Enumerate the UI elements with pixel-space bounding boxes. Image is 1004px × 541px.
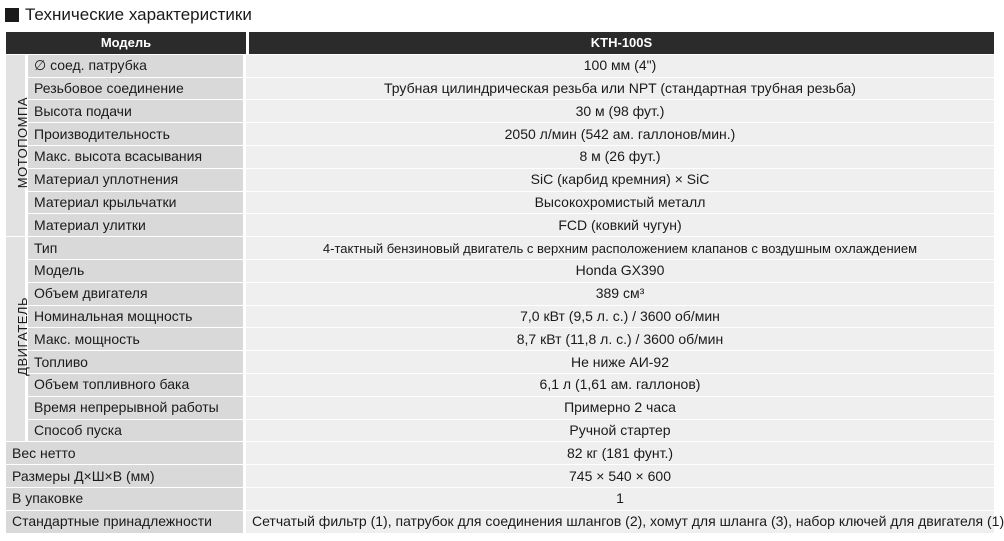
section-title-text: Технические характеристики <box>25 5 252 24</box>
row-value: 100 мм (4") <box>246 55 994 78</box>
row-value: 4-тактный бензиновый двигатель с верхним расположением клапанов с воздушным охлаждением <box>246 237 994 260</box>
row-label: Топливо <box>28 351 246 374</box>
row-value: SiC (карбид кремния) × SiC <box>246 169 994 192</box>
row-value: 82 кг (181 фунт.) <box>246 442 994 465</box>
table-row <box>6 55 994 78</box>
row-label: Макс. мощность <box>28 328 246 351</box>
section-title <box>5 4 252 26</box>
row-label: Материал уплотнения <box>28 169 246 192</box>
row-value: Не ниже АИ-92 <box>246 351 994 374</box>
row-value: Примерно 2 часа <box>246 397 994 420</box>
row-value: 8 м (26 фут.) <box>246 146 994 169</box>
row-label: Тип <box>28 237 246 260</box>
row-label: Объем топливного бака <box>28 374 246 397</box>
table-row <box>6 260 994 283</box>
header-value: KTH-100S <box>246 32 994 55</box>
table-row <box>6 442 994 465</box>
table-row <box>6 465 994 488</box>
row-value: 745 × 540 × 600 <box>246 465 994 488</box>
row-value: Сетчатый фильтр (1), патрубок для соединения шлангов (2), хомут для шланга (3), набор ключей для двигателя (1) <box>246 511 994 534</box>
table-row <box>6 123 994 146</box>
table-row <box>6 237 994 260</box>
table-row <box>6 511 994 534</box>
row-value: 1 <box>246 488 994 511</box>
row-value: Honda GX390 <box>246 260 994 283</box>
table-row <box>6 306 994 329</box>
table-row <box>6 169 994 192</box>
row-label: Макс. высота всасывания <box>28 146 246 169</box>
row-value: 389 см³ <box>246 283 994 306</box>
spec-table <box>6 32 1004 534</box>
pump-group-text: МОТОПОМПА <box>15 96 30 189</box>
row-value: 7,0 кВт (9,5 л. с.) / 3600 об/мин <box>246 306 994 329</box>
row-value: 8,7 кВт (11,8 л. с.) / 3600 об/мин <box>246 328 994 351</box>
table-row <box>6 214 994 237</box>
row-label: Высота подачи <box>28 100 246 123</box>
table-header-row <box>6 32 994 55</box>
row-value: Высокохромистый металл <box>246 192 994 215</box>
row-value: 30 м (98 фут.) <box>246 100 994 123</box>
row-label: ∅ соед. патрубка <box>28 55 246 78</box>
spec-table-body <box>6 55 1004 534</box>
row-label: Вес нетто <box>6 442 246 465</box>
table-row <box>6 328 994 351</box>
row-value: 6,1 л (1,61 ам. галлонов) <box>246 374 994 397</box>
row-value: FCD (ковкий чугун) <box>246 214 994 237</box>
table-row <box>6 100 994 123</box>
header-label: Модель <box>6 32 246 55</box>
table-row <box>6 78 994 101</box>
table-row <box>6 146 994 169</box>
square-bullet-icon <box>5 8 19 22</box>
row-label: Модель <box>28 260 246 283</box>
row-label: Объем двигателя <box>28 283 246 306</box>
table-row <box>6 420 994 443</box>
table-row <box>6 397 994 420</box>
row-label: Номинальная мощность <box>28 306 246 329</box>
engine-group-label <box>6 237 28 442</box>
row-label: Материал крыльчатки <box>28 192 246 215</box>
table-row <box>6 488 994 511</box>
row-label: Резьбовое соединение <box>28 78 246 101</box>
row-label: Способ пуска <box>28 420 246 443</box>
row-label: Материал улитки <box>28 214 246 237</box>
row-label: В упаковке <box>6 488 246 511</box>
pump-group-label <box>6 55 28 237</box>
row-label: Время непрерывной работы <box>28 397 246 420</box>
engine-group-text: ДВИГАТЕЛЬ <box>15 296 30 376</box>
table-row <box>6 283 994 306</box>
table-row <box>6 192 994 215</box>
row-label: Размеры Д×Ш×В (мм) <box>6 465 246 488</box>
row-label: Стандартные принадлежности <box>6 511 246 534</box>
row-label: Производительность <box>28 123 246 146</box>
row-value: 2050 л/мин (542 ам. галлонов/мин.) <box>246 123 994 146</box>
row-value: Ручной стартер <box>246 420 994 443</box>
table-row <box>6 374 994 397</box>
row-value: Трубная цилиндрическая резьба или NPT (стандартная трубная резьба) <box>246 78 994 101</box>
table-row <box>6 351 994 374</box>
